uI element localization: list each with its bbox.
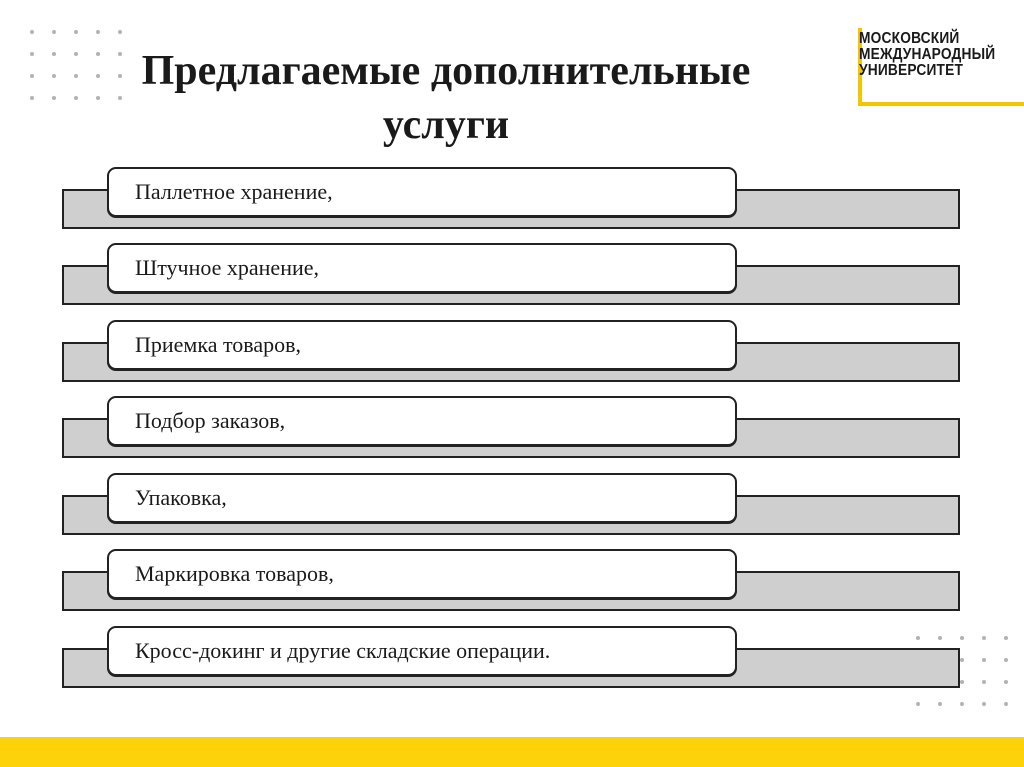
service-item: Упаковка, [107,473,737,523]
service-row [0,243,1024,313]
page-title [60,44,832,152]
service-item: Маркировка товаров, [107,549,737,599]
service-row [0,167,1024,237]
logo-line-1: МОСКОВСКИЙ [859,30,960,47]
service-row [0,626,1024,696]
service-item: Штучное хранение, [107,243,737,293]
service-row [0,396,1024,466]
service-row [0,320,1024,390]
service-row [0,473,1024,543]
logo-line-2: МЕЖДУНАРОДНЫЙ [859,46,996,63]
logo-text [859,31,995,79]
footer-accent-bar [0,737,1024,767]
page-title-line-1: Предлагаемые дополнительные [141,48,751,94]
service-item: Приемка товаров, [107,320,737,370]
service-item: Кросс-докинг и другие складские операции. [107,626,737,676]
service-item: Паллетное хранение, [107,167,737,217]
logo-accent-horizontal [858,102,1024,106]
service-item: Подбор заказов, [107,396,737,446]
page-title-line-2: услуги [382,102,510,148]
service-row [0,549,1024,619]
logo-line-3: УНИВЕРСИТЕТ [859,62,964,79]
